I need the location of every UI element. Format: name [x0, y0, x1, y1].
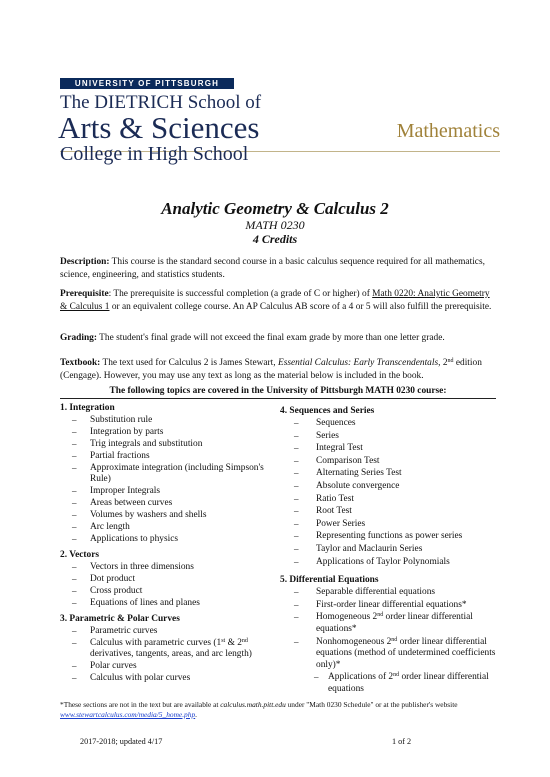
list-item: – Integral Test	[280, 443, 500, 455]
footnote-site: calculus.math.pitt.edu	[220, 700, 286, 709]
list-item: – Root Test	[280, 506, 500, 518]
parametric-list	[60, 626, 275, 684]
department-name: Mathematics	[396, 120, 500, 142]
list-item: – Partial fractions	[60, 451, 275, 462]
prerequisite-text-2: or an equivalent college course. An AP Calculus AB score of a 4 or 5 will also fulfill the prerequisite.	[109, 302, 492, 312]
item-sup: nd	[377, 612, 384, 619]
page-number: 1 of 2	[392, 737, 412, 746]
list-item: – Taylor and Maclaurin Series	[280, 544, 500, 556]
footnote-text: *These sections are not in the text but are available at	[60, 700, 221, 709]
list-item: – Trig integrals and substitution	[60, 439, 275, 450]
course-title-block	[60, 199, 490, 246]
item-text: Applications of 2	[328, 672, 394, 683]
description-paragraph	[60, 256, 496, 282]
textbook-edition: , 2	[438, 358, 448, 368]
list-item: – Power Series	[280, 519, 500, 531]
school-name-line2: Arts & Sciences	[58, 110, 260, 145]
item-sup: nd	[393, 672, 400, 679]
list-item: – Vectors in three dimensions	[60, 562, 275, 573]
section-diffeq-title: 5. Differential Equations	[280, 575, 379, 586]
item-sup: st	[221, 638, 226, 644]
list-item: – Alternating Series Test	[280, 468, 500, 480]
footnote-text-3: .	[195, 710, 198, 719]
school-name-line1: The DIETRICH School of	[60, 92, 262, 113]
list-item: – Separable differential equations	[280, 587, 500, 599]
prerequisite-text: : The prerequisite is successful completion (a grade of C or higher) of	[108, 289, 373, 299]
list-item	[280, 637, 500, 672]
list-item: – Substitution rule	[60, 415, 275, 426]
list-item	[280, 612, 500, 635]
series-list	[280, 418, 500, 568]
list-item: – Equations of lines and planes	[60, 598, 275, 609]
item-text: Homogeneous 2	[316, 612, 378, 623]
item-text: & 2	[225, 638, 242, 648]
list-item: – Parametric curves	[60, 626, 275, 637]
list-item: – Dot product	[60, 574, 275, 585]
section-parametric-title: 3. Parametric & Polar Curves	[60, 614, 180, 624]
list-item: – Approximate integration (including Simpson's Rule)	[60, 463, 275, 485]
grading-label: Grading:	[60, 333, 97, 343]
textbook-text-2: edition (Cengage). However, you may use any text as long as the material below is included in the book.	[60, 358, 482, 381]
list-item: – Polar curves	[60, 661, 275, 672]
topics-left-column	[60, 403, 275, 685]
description-label: Description:	[60, 257, 110, 267]
grading-text: The student's final grade will not exceed the final exam grade by more than one letter grade.	[96, 333, 445, 343]
section-series-title: 4. Sequences and Series	[280, 406, 375, 416]
list-item: – First-order linear differential equations*	[280, 600, 500, 612]
item-text: Nonhomogeneous 2	[316, 636, 392, 647]
list-item: – Sequences	[280, 418, 500, 430]
list-item: – Comparison Test	[280, 456, 500, 468]
list-item: – Series	[280, 431, 500, 443]
list-item: – Cross product	[60, 586, 275, 597]
grading-paragraph	[60, 332, 496, 345]
textbook-label: Textbook:	[60, 358, 101, 368]
list-item	[280, 672, 500, 695]
item-text: order linear differential equations	[328, 672, 489, 694]
textbook-paragraph	[60, 357, 496, 383]
prerequisite-label: Prerequisite	[60, 289, 109, 299]
university-banner: UNIVERSITY OF PITTSBURGH	[60, 78, 234, 89]
vectors-list	[60, 562, 275, 609]
list-item: – Representing functions as power series	[280, 531, 500, 543]
publisher-website-link[interactable]: www.stewartcalculus.com/media/5_home.php	[60, 710, 196, 719]
course-credits: 4 Credits	[252, 232, 298, 246]
item-sup: nd	[391, 636, 398, 643]
topics-right-column	[280, 406, 500, 696]
footnote	[60, 700, 500, 720]
list-item: – Applications of Taylor Polynomials	[280, 557, 500, 569]
integration-list	[60, 415, 275, 545]
section-integration-title: 1. Integration	[60, 403, 115, 413]
program-name: College in High School	[60, 143, 249, 165]
topics-heading: The following topics are covered in the University of Pittsburgh MATH 0230 course:	[109, 386, 447, 396]
list-item: – Volumes by washers and shells	[60, 510, 275, 521]
list-item: – Applications to physics	[60, 534, 275, 545]
item-sup: nd	[241, 638, 248, 644]
item-text: Calculus with parametric curves (1	[90, 638, 222, 648]
item-text: order linear differential equations (method of undetermined coefficients only)*	[316, 636, 496, 670]
textbook-text: The text used for Calculus 2 is James Stewart,	[100, 358, 278, 368]
textbook-edition-sup: nd	[447, 358, 454, 364]
textbook-title: Essential Calculus: Early Transcendentals	[277, 358, 439, 368]
course-title: Analytic Geometry & Calculus 2	[161, 199, 389, 218]
item-text: order linear differential equations*	[316, 612, 473, 634]
list-item	[60, 638, 275, 660]
list-item: – Calculus with polar curves	[60, 673, 275, 684]
topics-divider	[60, 398, 496, 399]
footer-date: 2017-2018; updated 4/17	[80, 737, 163, 746]
list-item: – Arc length	[60, 522, 275, 533]
prerequisite-course-link[interactable]: Math 0220: Analytic Geometry & Calculus 1	[60, 289, 490, 312]
description-text: This course is the standard second course in a basic calculus sequence required for all mathematics, science, engineering, and statistics students.	[60, 257, 485, 280]
list-item: – Integration by parts	[60, 427, 275, 438]
prerequisite-paragraph	[60, 288, 496, 314]
list-item: – Absolute convergence	[280, 481, 500, 493]
course-code: MATH 0230	[245, 218, 305, 232]
list-item: – Ratio Test	[280, 494, 500, 506]
section-vectors-title: 2. Vectors	[60, 550, 100, 560]
diffeq-list	[280, 587, 500, 695]
item-text: derivatives, tangents, areas, and arc length)	[90, 649, 252, 659]
list-item: – Improper Integrals	[60, 486, 275, 497]
footnote-text-2: under "Math 0230 Schedule" or at the publisher's website	[285, 700, 458, 709]
list-item: – Areas between curves	[60, 498, 275, 509]
